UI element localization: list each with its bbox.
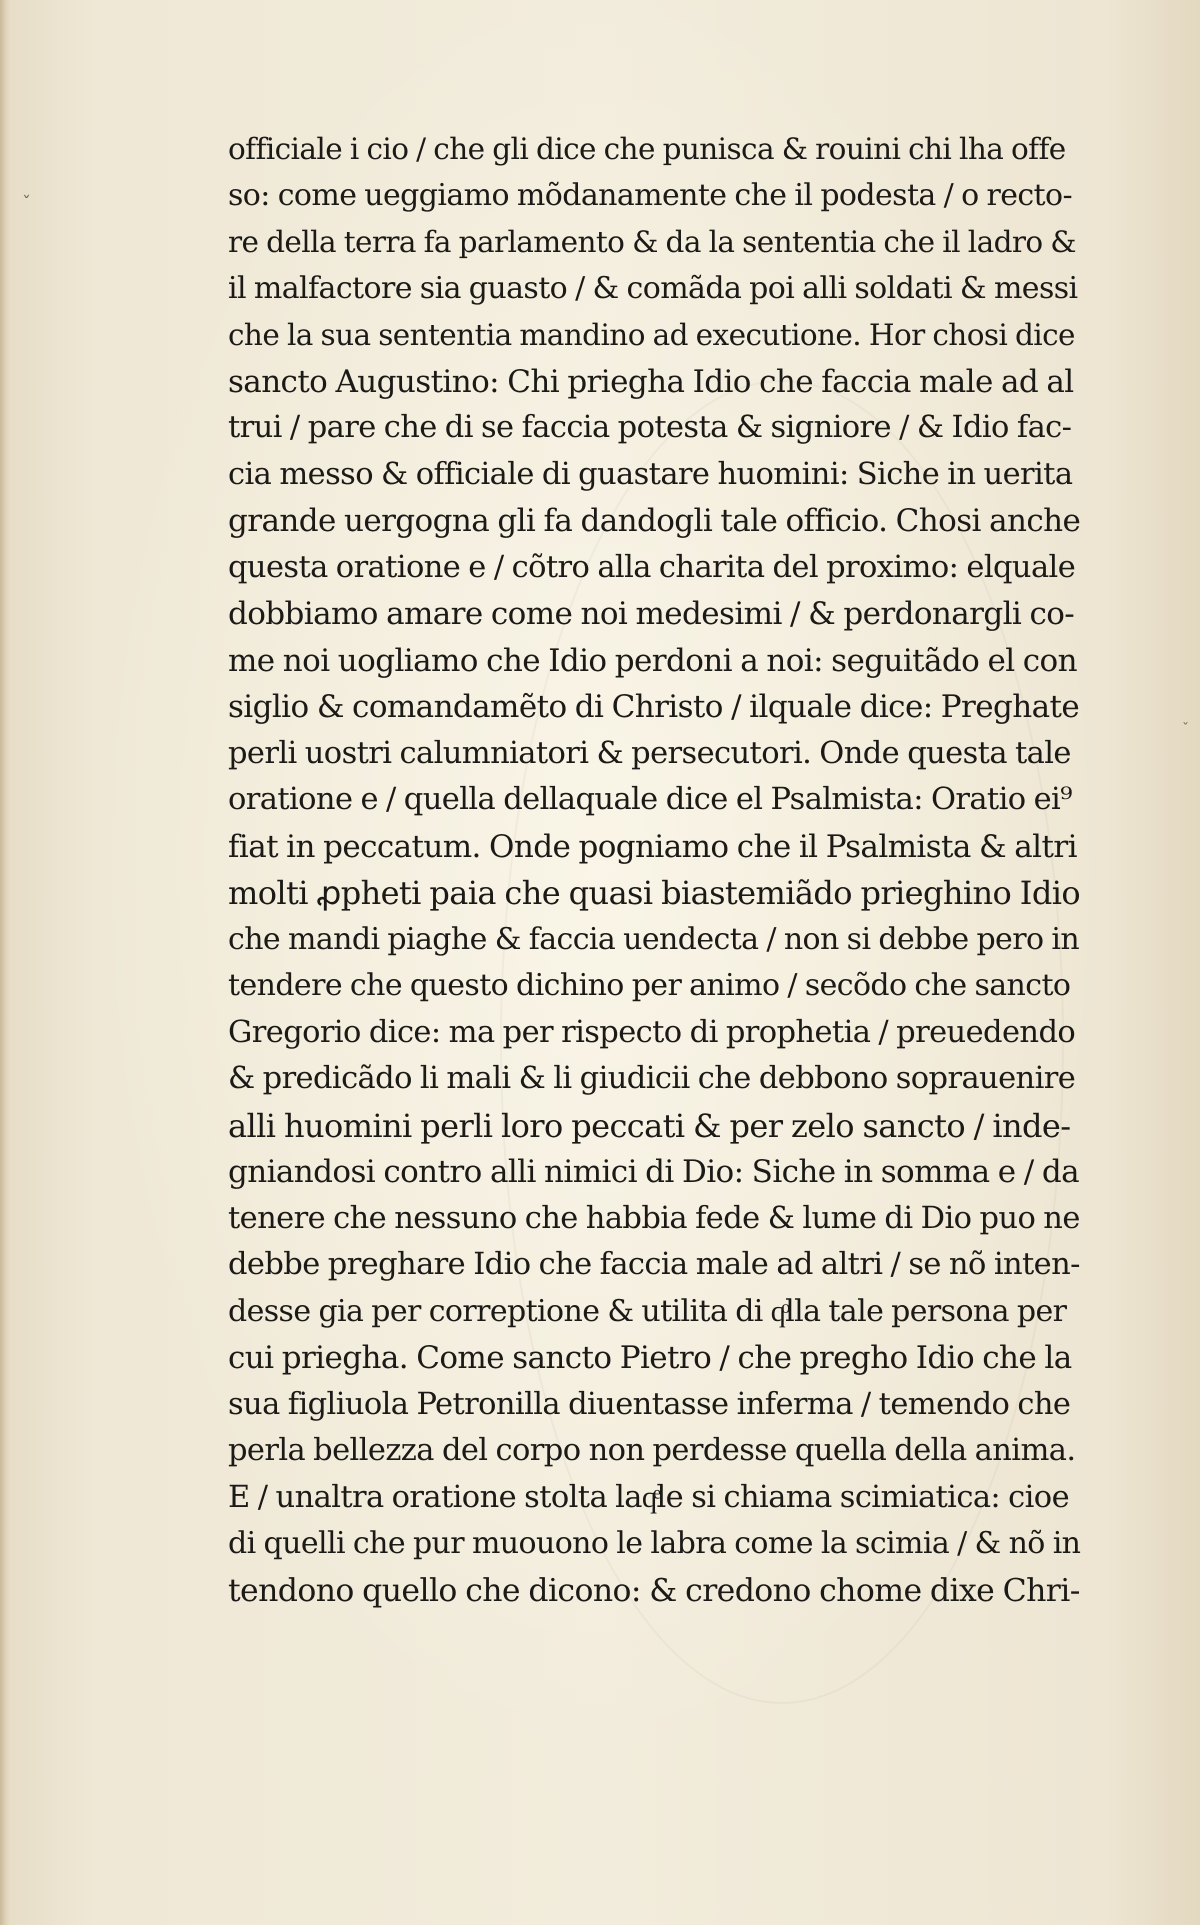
text-line: il malfactore sia guasto / & comãda poi alli soldati & messi bbox=[228, 270, 1078, 306]
text-line: di quelli che pur muouono le labra come la scimia / & nõ in bbox=[228, 1526, 1081, 1561]
text-line: questa oratione e / cõtro alla charita del proximo: elquale bbox=[228, 549, 1076, 585]
text-line: siglio & comandamẽto di Christo / ilquale dice: Preghate bbox=[228, 689, 1080, 725]
text-line: cia messo & officiale di guastare huomini: Siche in uerita bbox=[228, 456, 1073, 492]
text-line: grande uergogna gli fa dandogli tale officio. Chosi anche bbox=[228, 503, 1081, 539]
text-line: cui priegha. Come sancto Pietro / che pregho Idio che la bbox=[228, 1340, 1072, 1376]
text-line: perla bellezza del corpo non perdesse quella della anima. bbox=[228, 1433, 1076, 1468]
text-line: fiat in peccatum. Onde pogniamo che il Psalmista & altri bbox=[228, 828, 1077, 865]
text-line: perli uostri calumniatori & persecutori. Onde questa tale bbox=[228, 735, 1071, 771]
text-line: me noi uogliamo che Idio perdoni a noi: seguitãdo el con bbox=[228, 642, 1077, 679]
text-line: alli huomini perli loro peccati & per zelo sancto / inde- bbox=[228, 1106, 1071, 1145]
text-line: re della terra fa parlamento & da la sententia che il ladro & bbox=[228, 225, 1076, 259]
text-line: oratione e / quella dellaquale dice el Psalmista: Oratio ei⁹ bbox=[228, 782, 1072, 817]
text-line: gniandosi contro alli nimici di Dio: Siche in somma e / da bbox=[228, 1154, 1080, 1190]
text-line: sua figliuola Petronilla diuentasse inferma / temendo che bbox=[228, 1386, 1071, 1422]
margin-mark: ˇ bbox=[22, 193, 31, 214]
text-line: & predicãdo li mali & li giudicii che debbono soprauenire bbox=[228, 1061, 1076, 1096]
text-line: che mandi piaghe & faccia uendecta / non si debbe pero in bbox=[228, 921, 1080, 957]
text-line: so: come ueggiamo mõdanamente che il podesta / o recto- bbox=[228, 177, 1073, 213]
text-line: trui / pare che di se faccia potesta & signiore / & Idio fac- bbox=[228, 410, 1072, 445]
page-left-edge bbox=[0, 0, 10, 1925]
text-line: officiale i cio / che gli dice che punisca & rouini chi lha offe bbox=[228, 132, 1066, 166]
text-line: sancto Augustino: Chi priegha Idio che faccia male ad al bbox=[228, 363, 1074, 400]
margin-mark: ˇ bbox=[1182, 721, 1189, 737]
text-line: tendono quello che dicono: & credono chome dixe Chri- bbox=[228, 1572, 1080, 1609]
text-line: che la sua sententia mandino ad executione. Hor chosi dice bbox=[228, 318, 1075, 352]
text-line: molti ꝓpheti paia che quasi biastemiãdo prieghino Idio bbox=[228, 874, 1081, 912]
text-line: desse gia per correptione & utilita di qͦlla tale persona per bbox=[228, 1293, 1067, 1329]
text-line: E / unaltra oratione stolta laqͤle si chiama scimiatica: cioe bbox=[228, 1479, 1070, 1515]
text-line: tenere che nessuno che habbia fede & lume di Dio puo ne bbox=[228, 1200, 1080, 1236]
text-block bbox=[228, 126, 1080, 1614]
text-line: Gregorio dice: ma per rispecto di prophetia / preuedendo bbox=[228, 1014, 1076, 1050]
text-line: dobbiamo amare come noi medesimi / & perdonargli co- bbox=[228, 596, 1075, 632]
text-line: debbe preghare Idio che faccia male ad altri / se nõ inten- bbox=[228, 1247, 1080, 1282]
text-line: tendere che questo dichino per animo / secõdo che sancto bbox=[228, 968, 1071, 1003]
